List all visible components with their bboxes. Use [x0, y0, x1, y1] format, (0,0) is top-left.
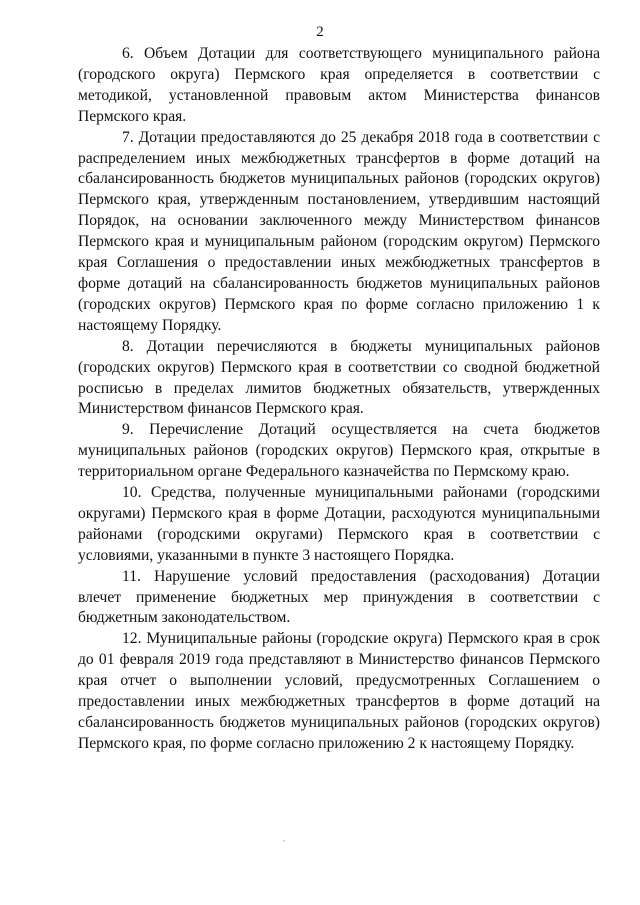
paragraph-6: 6. Объем Дотации для соответствующего муниципального района (городского округа) Пермского края определяется в соответствии с методикой, установленной правовым актом Министерства финансов Пермского края.	[78, 45, 600, 125]
paragraph-7: 7. Дотации предоставляются до 25 декабря 2018 года в соответствии с распределением иных межбюджетных трансфертов в форме дотаций на сбалансированность бюджетов муниципальных районов (городских округов) Пермского края, утвержденным постановлением, утвердившим настоящий Порядок, на основании заключенного между Министерством финансов Пермского края и муниципальным районом (городским округом) Пермского края Соглашения о предоставлении иных межбюджетных трансфертов в форме дотаций на сбалансированность бюджетов муниципальных районов (городских округов) Пермского края по форме согласно приложению 1 к настоящему Порядку.	[78, 128, 600, 334]
paragraph-11: 11. Нарушение условий предоставления (расходования) Дотации влечет применение бюджетных мер принуждения в соответствии с бюджетным законодательством.	[78, 567, 600, 627]
document-body	[78, 44, 600, 755]
paragraph-8: 8. Дотации перечисляются в бюджеты муниципальных районов (городских округов) Пермского края в соответствии со сводной бюджетной росписью в пределах лимитов бюджетных обязательств, утвержденных Министерством финансов Пермского края.	[78, 337, 600, 418]
scan-artifact	[283, 840, 285, 842]
paragraph-10: 10. Средства, полученные муниципальными районами (городскими округами) Пермского края в форме Дотации, расходуются муниципальными районами (городскими округами) Пермского края в соответствии с условиями, указанными в пункте 3 настоящего Порядка.	[78, 484, 600, 564]
page-number: 2	[316, 24, 324, 40]
paragraph-9: 9. Перечисление Дотаций осуществляется на счета бюджетов муниципальных районов (городских округов) Пермского края, открытые в территориальном органе Федерального казначейства по Пермскому краю.	[78, 421, 600, 481]
paragraph-12: 12. Муниципальные районы (городские округа) Пермского края в срок до 01 февраля 2019 года представляют в Министерство финансов Пермского края отчет о выполнении условий, предусмотренных Соглашением о предоставлении иных межбюджетных трансфертов в форме дотаций на сбалансированность бюджетов муниципальных районов (городских округов) Пермского края, по форме согласно приложению 2 к настоящему Порядку.	[78, 630, 600, 752]
